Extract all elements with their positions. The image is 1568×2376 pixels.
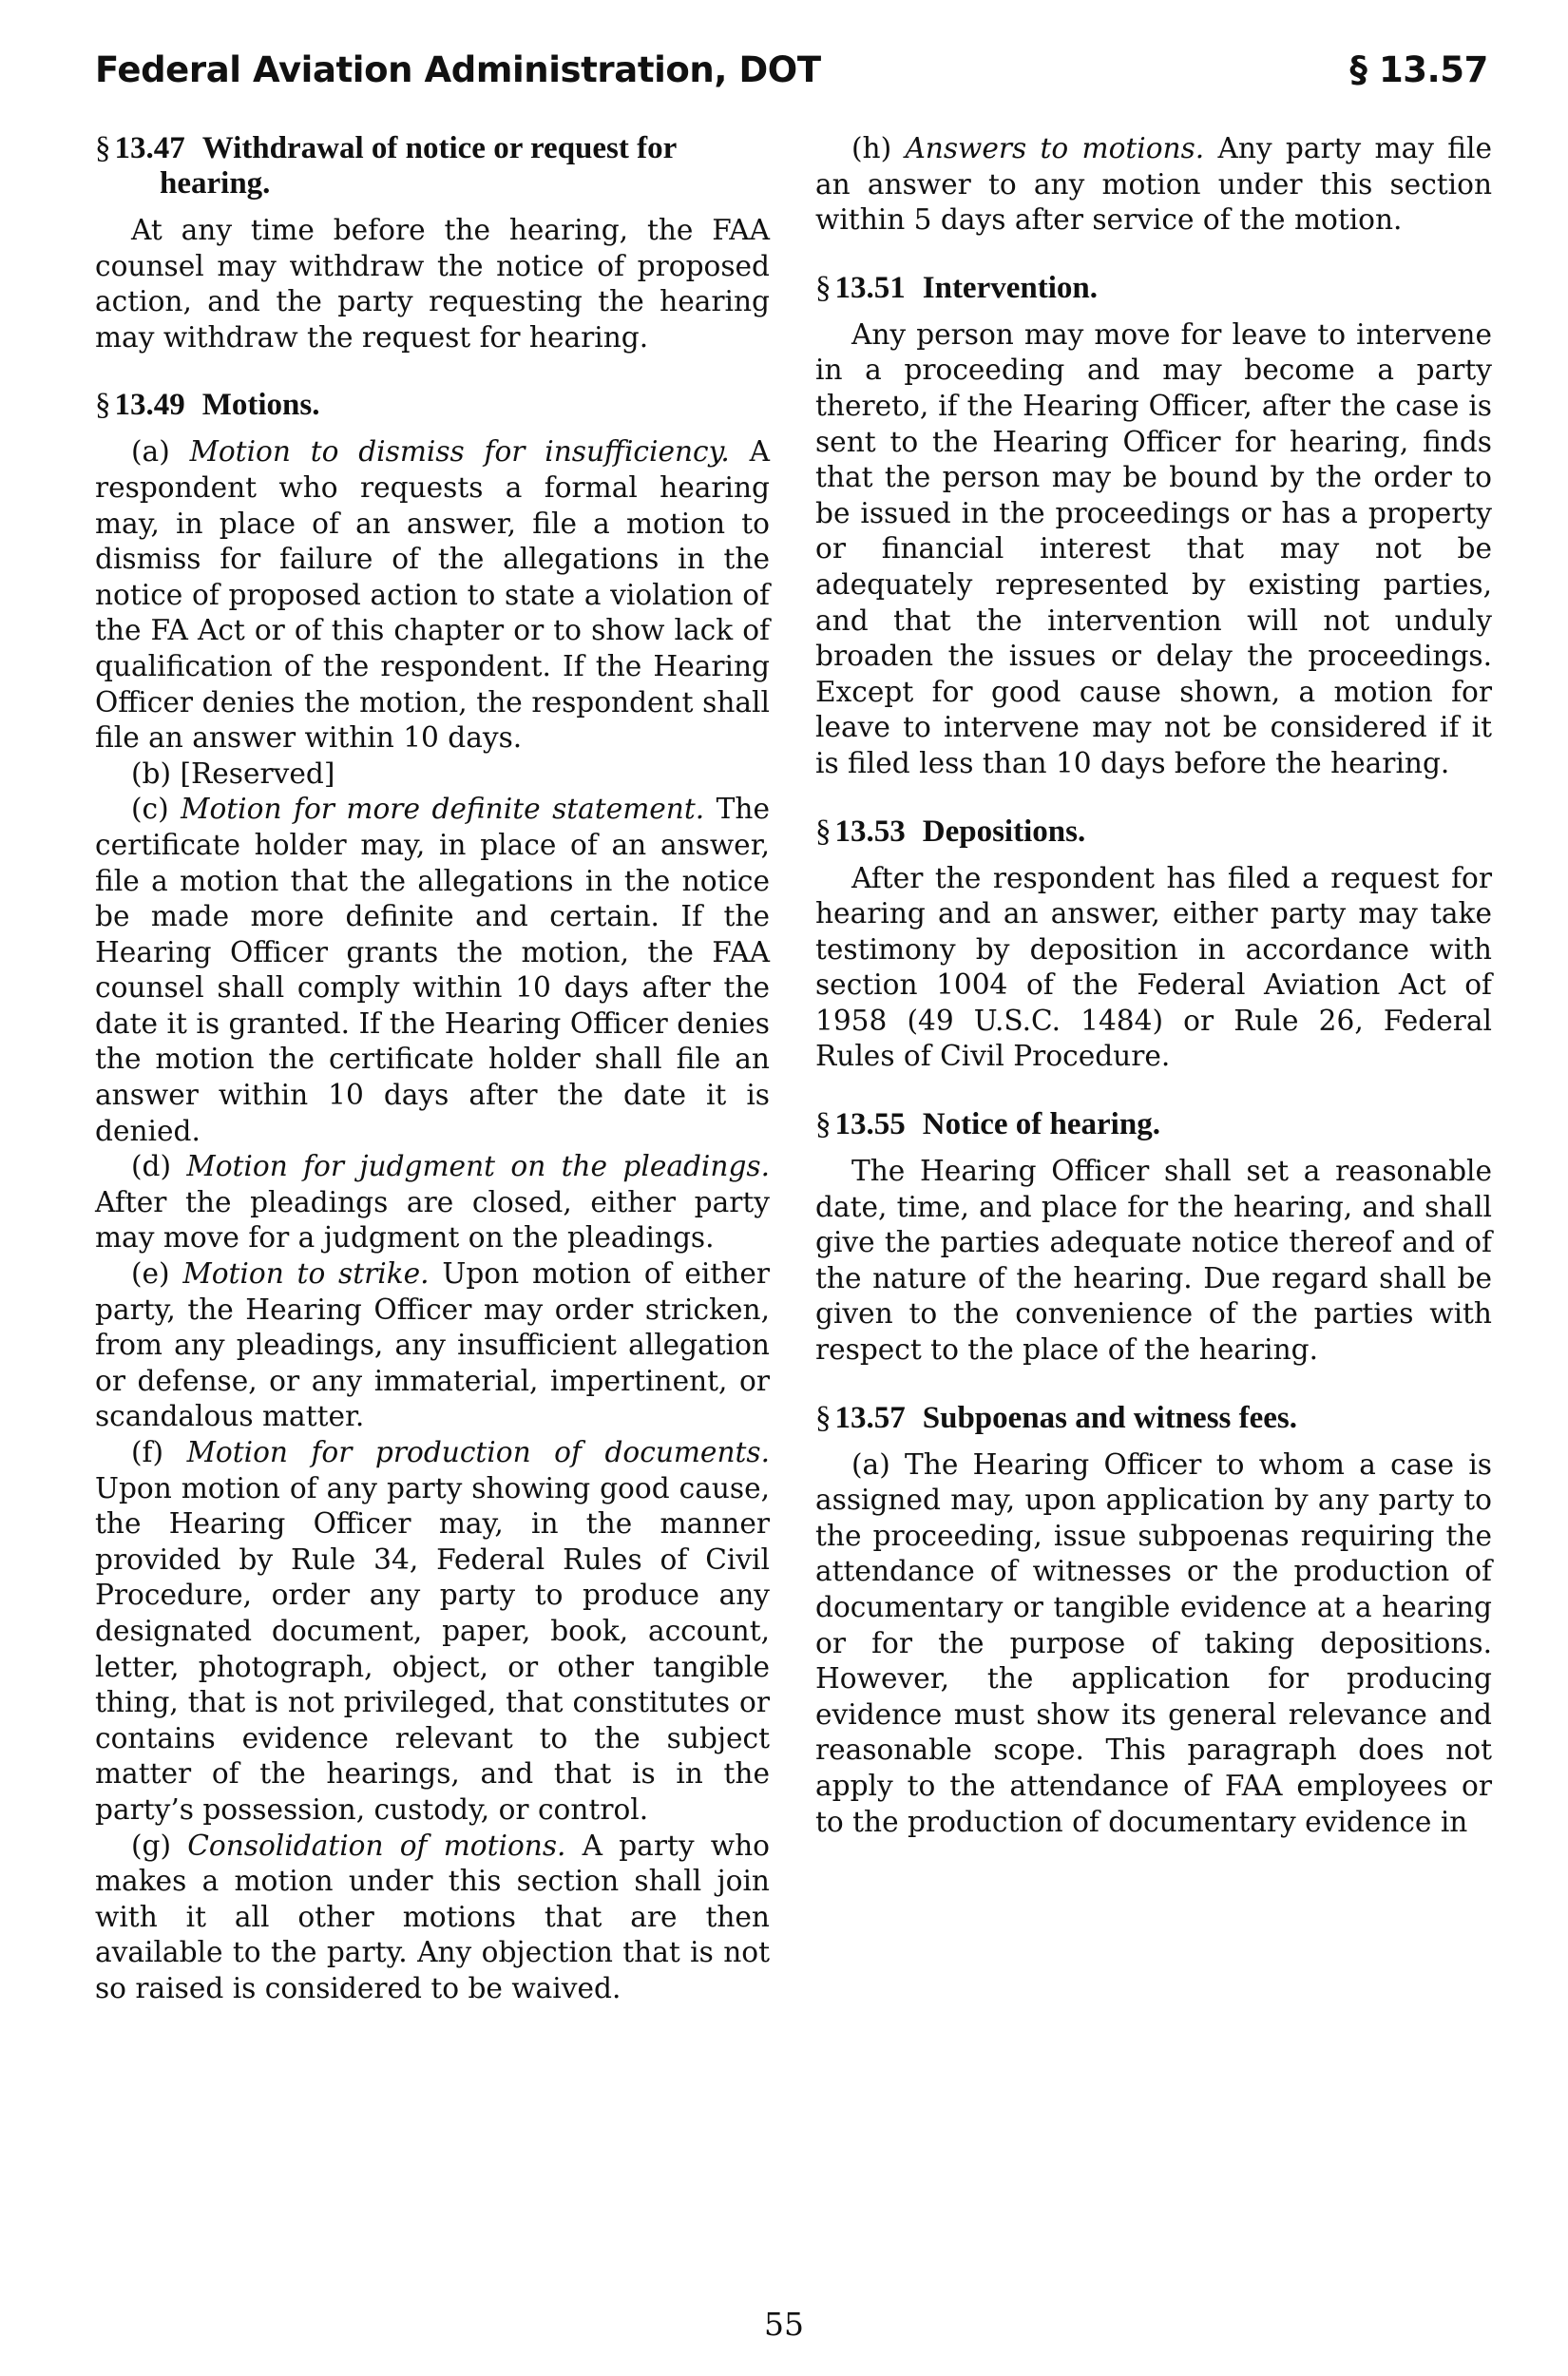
paragraph-text: A party who makes a motion under this section shall join with it all other motions that are then available to the party. Any objection that is not so raised is considered to be waived. [95,1829,770,2004]
section-number: 13.53 [834,814,906,849]
right-column [815,131,1492,1840]
paragraph-13-49-a [95,434,770,756]
section-number: 13.57 [834,1400,906,1435]
paragraph-13-49-f [95,1435,770,1829]
paragraph-label: (c) [131,793,169,826]
section-13-53-body: After the respondent has filed a request for hearing and an answer, either party may take testimony by deposition in accordance with section 1004 of the Federal Aviation Act of 1958 (49 U.S.C. 1484) or Rule 26, Federal Rules of Civil Procedure. [815,861,1492,1073]
section-13-55-body: The Hearing Officer shall set a reasonable date, time, and place for the hearing, and shall give the parties adequate notice thereof and of the nature of the hearing. Due regard shall be given to the convenience of the parties with respect to the place of the hearing. [815,1155,1492,1367]
section-symbol: § [815,1400,832,1435]
paragraph-label: (f) [131,1436,164,1468]
section-number: 13.47 [114,131,185,165]
paragraph-label: (a) [851,1447,890,1481]
paragraph-heading: Answers to motions. [905,132,1205,164]
section-heading-13-55 [815,1107,1492,1142]
section-heading-13-51 [815,271,1492,306]
section-symbol: § [815,814,832,849]
paragraph-label: (e) [131,1257,170,1291]
running-header [95,49,1488,90]
paragraph-heading: Motion to dismiss for insufficiency. [189,435,730,469]
paragraph-text: [Reserved] [180,757,335,790]
paragraph-text: A respondent who requests a formal hearing may, in place of an answer, file a motion to dismiss for failure of the allegations in the notice of proposed action to state a violation of the FA Act or of this chapter or to show lack of qualification of the respondent. If the Hearing Officer denies the motion, the respondent shall file an answer within 10 days. [95,435,770,755]
section-number: 13.49 [114,388,185,423]
section-title: Withdrawal of notice or request for hearing. [160,131,677,201]
section-title: Intervention. [922,270,1098,305]
section-heading-13-53 [815,814,1492,850]
paragraph-heading: Motion for production of documents. [186,1436,770,1468]
paragraph-13-49-g [95,1829,770,2007]
paragraph-13-49-d [95,1149,770,1256]
section-13-51-body: Any person may move for leave to intervene in a proceeding and may become a party thereto, if the Hearing Officer, after the case is sent to the Hearing Officer for hearing, finds that the person may be bound by the order to be issued in the proceedings or has a property or financial interest that may not be adequately represented by existing parties, and that the intervention will not unduly broaden the issues or delay the proceedings. Except for good cause shown, a motion for leave to intervene may not be considered if it is filed less than 10 days before the hearing. [815,317,1492,779]
section-symbol: § [95,388,111,423]
paragraph-label: (g) [131,1829,172,1862]
section-title: Motions. [201,388,320,423]
paragraph-heading: Motion for more definite statement. [181,793,705,826]
paragraph-text: The Hearing Officer to whom a case is assigned may, upon application by any party to the proceeding, issue subpoenas requiring the attendance of witnesses or the production of documentary or tangible evidence at a hearing or for the purpose of taking depositions. However, the application for producing evidence must show its general relevance and reasonable scope. This paragraph does not apply to the attendance of FAA employees or to the production of documentary evidence in [815,1447,1492,1838]
section-symbol: § [815,270,832,305]
paragraph-heading: Consolidation of motions. [187,1829,566,1862]
paragraph-label: (h) [851,132,892,164]
header-section: § 13.57 [1349,49,1488,90]
section-number: 13.55 [834,1107,906,1142]
section-title: Notice of hearing. [922,1107,1160,1142]
section-heading-13-47 [95,131,770,201]
paragraph-text: After the pleadings are closed, either party may move for a judgment on the pleadings. [95,1185,770,1255]
paragraph-13-57-a [815,1447,1492,1841]
paragraph-13-49-h [815,131,1492,239]
section-heading-13-49 [95,388,770,423]
paragraph-text: Upon motion of either party, the Hearing Officer may order stricken, from any pleadings, any insufficient allegation or defense, or any immaterial, impertinent, or scandalous matter. [95,1257,770,1433]
section-number: 13.51 [834,270,906,305]
paragraph-13-49-c [95,792,770,1149]
section-13-47-body: At any time before the hearing, the FAA counsel may withdraw the notice of proposed action, and the party requesting the hearing may withdraw the request for hearing. [95,214,770,354]
paragraph-label: (d) [131,1150,172,1183]
paragraph-heading: Motion to strike. [182,1257,430,1291]
section-symbol: § [815,1107,832,1142]
left-column [95,131,770,2007]
paragraph-heading: Motion for judgment on the pleadings. [186,1150,770,1183]
paragraph-13-49-b [95,757,770,793]
paragraph-text: Upon motion of any party showing good cause, the Hearing Officer may, in the manner provided by Rule 34, Federal Rules of Civil Procedure, order any party to produce any designated document, paper, book, account, letter, photograph, object, or other tangible thing, that is not privileged, that constitutes or contains evidence relevant to the subject matter of the hearings, and that is in the party’s possession, custody, or control. [95,1471,770,1826]
page-number: 55 [764,2306,804,2343]
header-agency: Federal Aviation Administration, DOT [95,49,821,90]
section-heading-13-57 [815,1401,1492,1436]
paragraph-text: The certificate holder may, in place of an answer, file a motion that the allegations in the notice be made more definite and certain. If the Hearing Officer grants the motion, the FAA counsel shall comply within 10 days after the date it is granted. If the Hearing Officer denies the motion the certificate holder shall file an answer within 10 days after the date it is denied. [95,793,770,1147]
paragraph-label: (a) [131,435,170,469]
section-symbol: § [95,131,111,165]
section-title: Subpoenas and witness fees. [922,1400,1298,1435]
section-title: Depositions. [922,814,1086,849]
paragraph-13-49-e [95,1256,770,1435]
paragraph-label: (b) [131,757,172,790]
paragraph-text: Any party may file an answer to any motion under this section within 5 days after service of the motion. [815,132,1492,237]
